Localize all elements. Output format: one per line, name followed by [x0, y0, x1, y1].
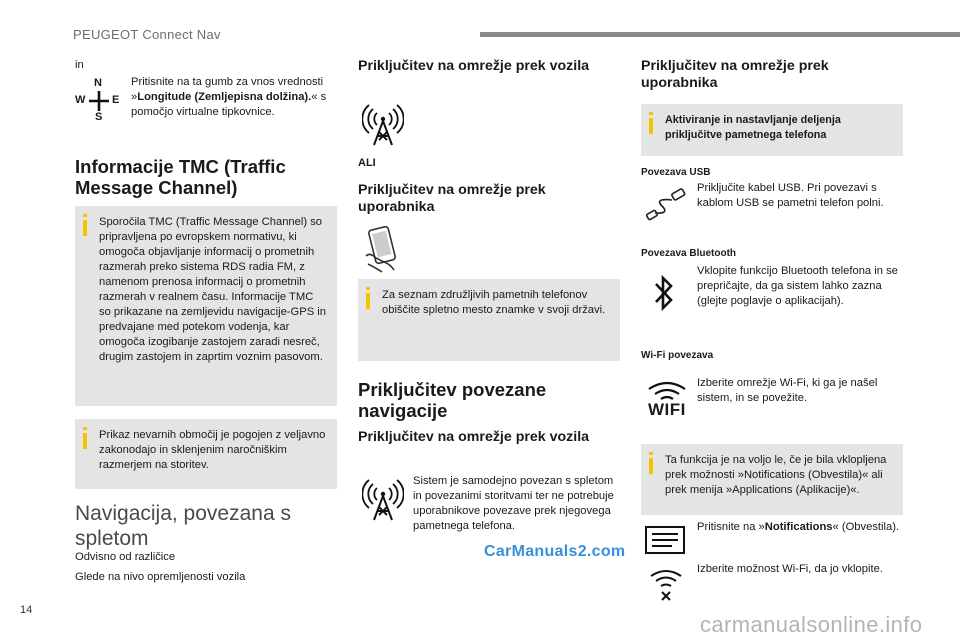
info-icon	[83, 214, 87, 217]
header-bar	[480, 32, 960, 37]
bluetooth-text: Vklopite funkcijo Bluetooth telefona in se prepričajte, da ga sistem lahko zazna (glejte poglavje o aplikacijah).	[697, 265, 898, 307]
info-icon	[83, 427, 87, 430]
or-label: ALI	[358, 157, 376, 169]
vehicle-connection-text: Sistem je samodejno povezan s spletom in povezanimi storitvami ter ne potrebuje uporabnikove povezave prek njegovega pametnega telefona.	[413, 475, 614, 532]
page-number: 14	[20, 604, 33, 616]
bluetooth-icon	[652, 272, 676, 314]
smartphone-hand-icon	[362, 226, 406, 274]
watermark-carmanualsonline: carmanualsonline.info	[700, 612, 923, 637]
connected-nav-heading: Priključitev povezane navigacije	[358, 379, 547, 421]
info-icon	[649, 452, 653, 455]
notifications-list-icon	[645, 526, 685, 554]
wifi-icon	[646, 380, 688, 420]
wifi-icon-text: WIFI	[648, 400, 686, 419]
notifications-instruction: Pritisnite na »Notifications« (Obvestila).	[697, 521, 900, 533]
nav-heading: Navigacija, povezana s spletom	[75, 502, 291, 550]
function-note: Ta funkcija je na voljo le, če je bila vklopljena prek možnosti »Notifications (Obvestila)« ali prek menija »Applications (Aplikacije)«.	[641, 444, 903, 515]
antenna-icon	[362, 103, 404, 147]
wifi-label: Wi-Fi povezava	[641, 350, 714, 361]
watermark-carmanuals2: CarManuals2.com	[484, 543, 626, 560]
coord-instruction: Pritisnite na ta gumb za vnos vrednosti »Longitude (Zemljepisna dolžina).« s pomočjo virtualne tipkovnice.	[131, 76, 327, 118]
text-equipment: Glede na nivo opremljenosti vozila	[75, 571, 246, 583]
vehicle-connection-heading-2: Priključitev na omrežje prek vozila	[358, 429, 590, 445]
compatibility-note: Za seznam združljivih pametnih telefonov obiščite spletno mesto znamke v svoji državi.	[358, 279, 620, 361]
vehicle-connection-heading: Priključitev na omrežje prek vozila	[358, 58, 590, 74]
antenna-icon	[362, 478, 404, 522]
danger-note: Prikaz nevarnih območij je pogojen z veljavno zakonodajo in sklenjenim naročniškim razmerjem na storitev.	[75, 419, 337, 489]
compass-w: W	[75, 94, 86, 106]
compass-icon	[76, 78, 122, 124]
bluetooth-label: Povezava Bluetooth	[641, 248, 737, 259]
info-icon	[649, 112, 653, 115]
compass-e: E	[112, 94, 120, 106]
user-connection-heading: Priključitev na omrežje prek uporabnika	[358, 182, 546, 215]
tmc-heading: Informacije TMC (Traffic Message Channel)	[75, 156, 286, 198]
header-title: PEUGEOT Connect Nav	[73, 27, 221, 42]
info-icon	[366, 287, 370, 290]
compass-n: N	[94, 77, 102, 89]
wifi-text: Izberite omrežje Wi-Fi, ki ga je našel sistem, in se povežite.	[697, 377, 878, 404]
usb-text: Priključite kabel USB. Pri povezavi s kablom USB se pametni telefon polni.	[697, 182, 884, 209]
compass-s: S	[95, 111, 103, 123]
text-in: in	[75, 59, 84, 71]
wifi-off-icon	[648, 567, 684, 603]
usb-cable-icon	[644, 188, 688, 224]
user-connection-heading-3: Priključitev na omrežje prek uporabnika	[641, 58, 829, 91]
usb-label: Povezava USB	[641, 167, 711, 178]
tmc-note: Sporočila TMC (Traffic Message Channel) so pripravljena po evropskem normativu, ki omogoča objavljanje informacij o prometnih razmerah preko sistema RDS radia FM, z namenom prenosa informacij o prometnih razmerah v realnem času. Informacije TMC so prikazane na zemljevidu navigacije-GPS in predvajane med potekom vodenja, kar omogoča izogibanje zastojem zaradi nesreč, drugim zastojem in zaprtim voznim pasovom.	[75, 206, 337, 406]
activation-note: Aktiviranje in nastavljanje deljenja priključitve pametnega telefona	[641, 104, 903, 156]
text-variant: Odvisno od različice	[75, 551, 176, 563]
wifi-select-text: Izberite možnost Wi-Fi, da jo vklopite.	[697, 563, 883, 575]
